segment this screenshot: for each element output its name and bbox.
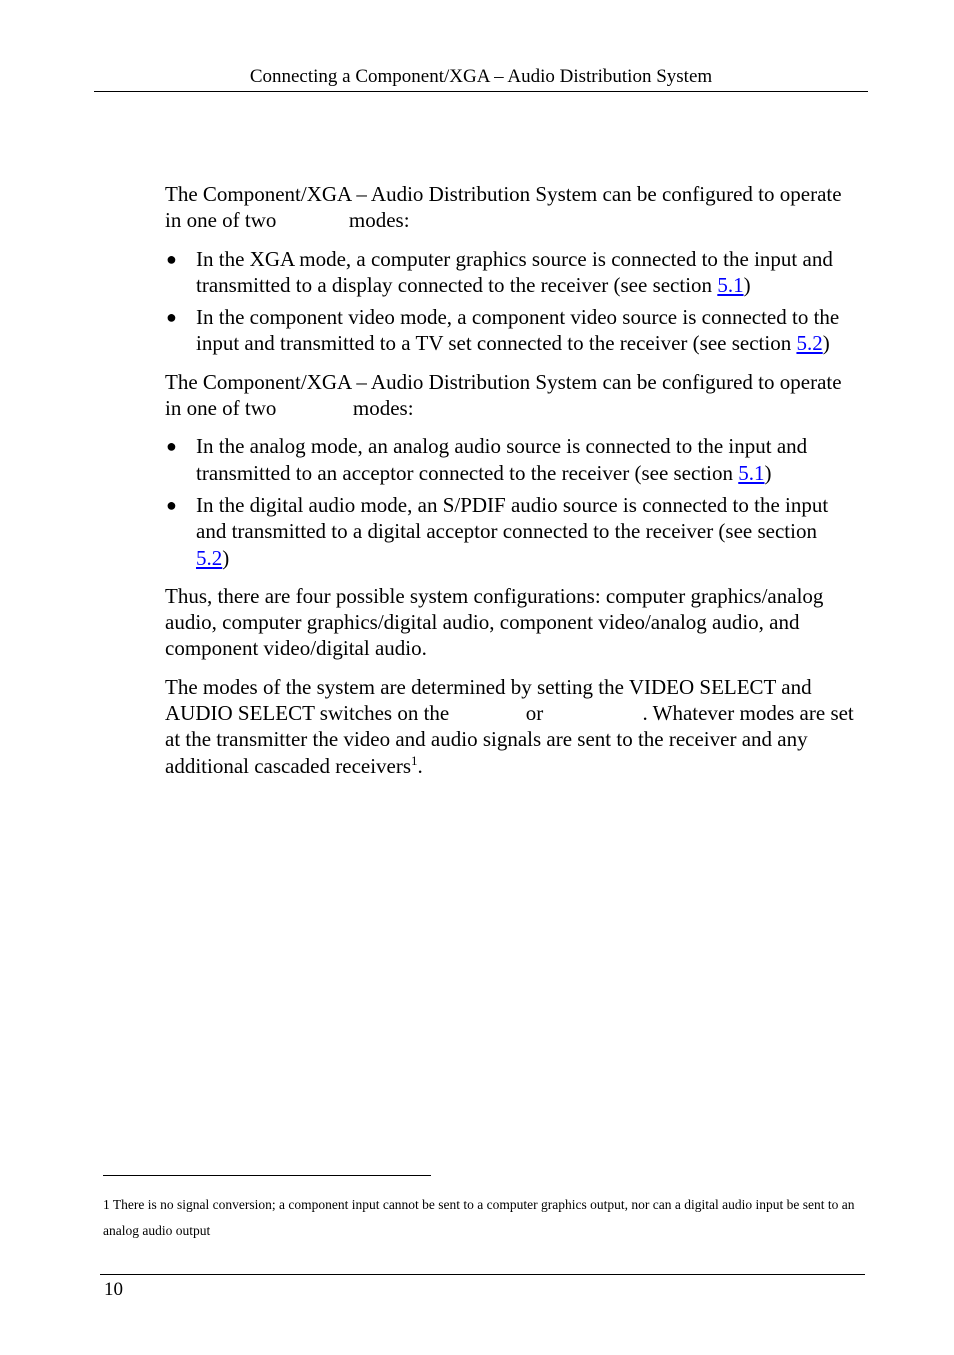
footer-rule — [100, 1274, 865, 1275]
audio-modes-intro — [165, 369, 855, 422]
footnote-separator — [103, 1175, 431, 1176]
main-content — [165, 181, 855, 791]
section-link[interactable]: 5.1 — [738, 460, 765, 485]
footnote-reference[interactable]: 1 — [411, 752, 418, 768]
list-item: ● In the XGA mode, a computer graphics source is connected to the input and transmitted to a display connected to the receiver (see section 5.1) — [166, 246, 833, 297]
bullet-icon: ● — [166, 307, 177, 328]
audio-intro-end: modes: — [352, 396, 414, 421]
footnote: 1 There is no signal conversion; a component input cannot be sent to a computer graphics output, nor can a digital audio input be sent to an analog audio output — [103, 1197, 855, 1238]
section-link[interactable]: 5.2 — [796, 331, 823, 356]
page-number: 10 — [104, 1279, 123, 1300]
video-intro-end: modes: — [348, 208, 410, 233]
header-rule — [94, 91, 868, 92]
section-link[interactable]: 5.1 — [717, 272, 744, 297]
modes-paragraph: The modes of the system are determined by setting the VIDEO SELECT and AUDIO SELECT switches on the or . Whatever modes are set at the transmitter the video and audio signals are sent to the receiver and any additional cascaded receivers$^1$. — [165, 674, 854, 778]
bullet-icon: ● — [166, 248, 177, 269]
bullet-icon: ● — [166, 436, 177, 457]
configurations-paragraph: Thus, there are four possible system configurations: computer graphics/analog audio, computer graphics/digital audio, component video/analog audio, and component video/digital audio. — [165, 583, 824, 661]
list-item: ● In the component video mode, a component video source is connected to the input and transmitted to a TV set connected to the receiver (see section 5.2) — [166, 305, 840, 356]
list-item: ● In the analog mode, an analog audio source is connected to the input and transmitted to an acceptor connected to the receiver (see section 5.1) — [166, 434, 808, 485]
audio-intro-text: The Component/XGA – Audio Distribution System can be configured to operate in one of two — [165, 369, 842, 421]
video-intro-text: The Component/XGA – Audio Distribution System can be configured to operate in one of two — [165, 182, 842, 233]
video-modes-list — [165, 246, 855, 357]
list-item: ● In the digital audio mode, an S/PDIF audio source is connected to the input and transmitted to a digital acceptor connected to the receiver (see section 5.2) — [166, 492, 829, 570]
section-link[interactable]: 5.2 — [196, 545, 223, 570]
audio-modes-list — [165, 433, 855, 570]
bullet-icon: ● — [166, 494, 177, 515]
video-modes-intro — [165, 181, 855, 234]
running-header: Connecting a Component/XGA – Audio Distribution System — [249, 66, 713, 87]
